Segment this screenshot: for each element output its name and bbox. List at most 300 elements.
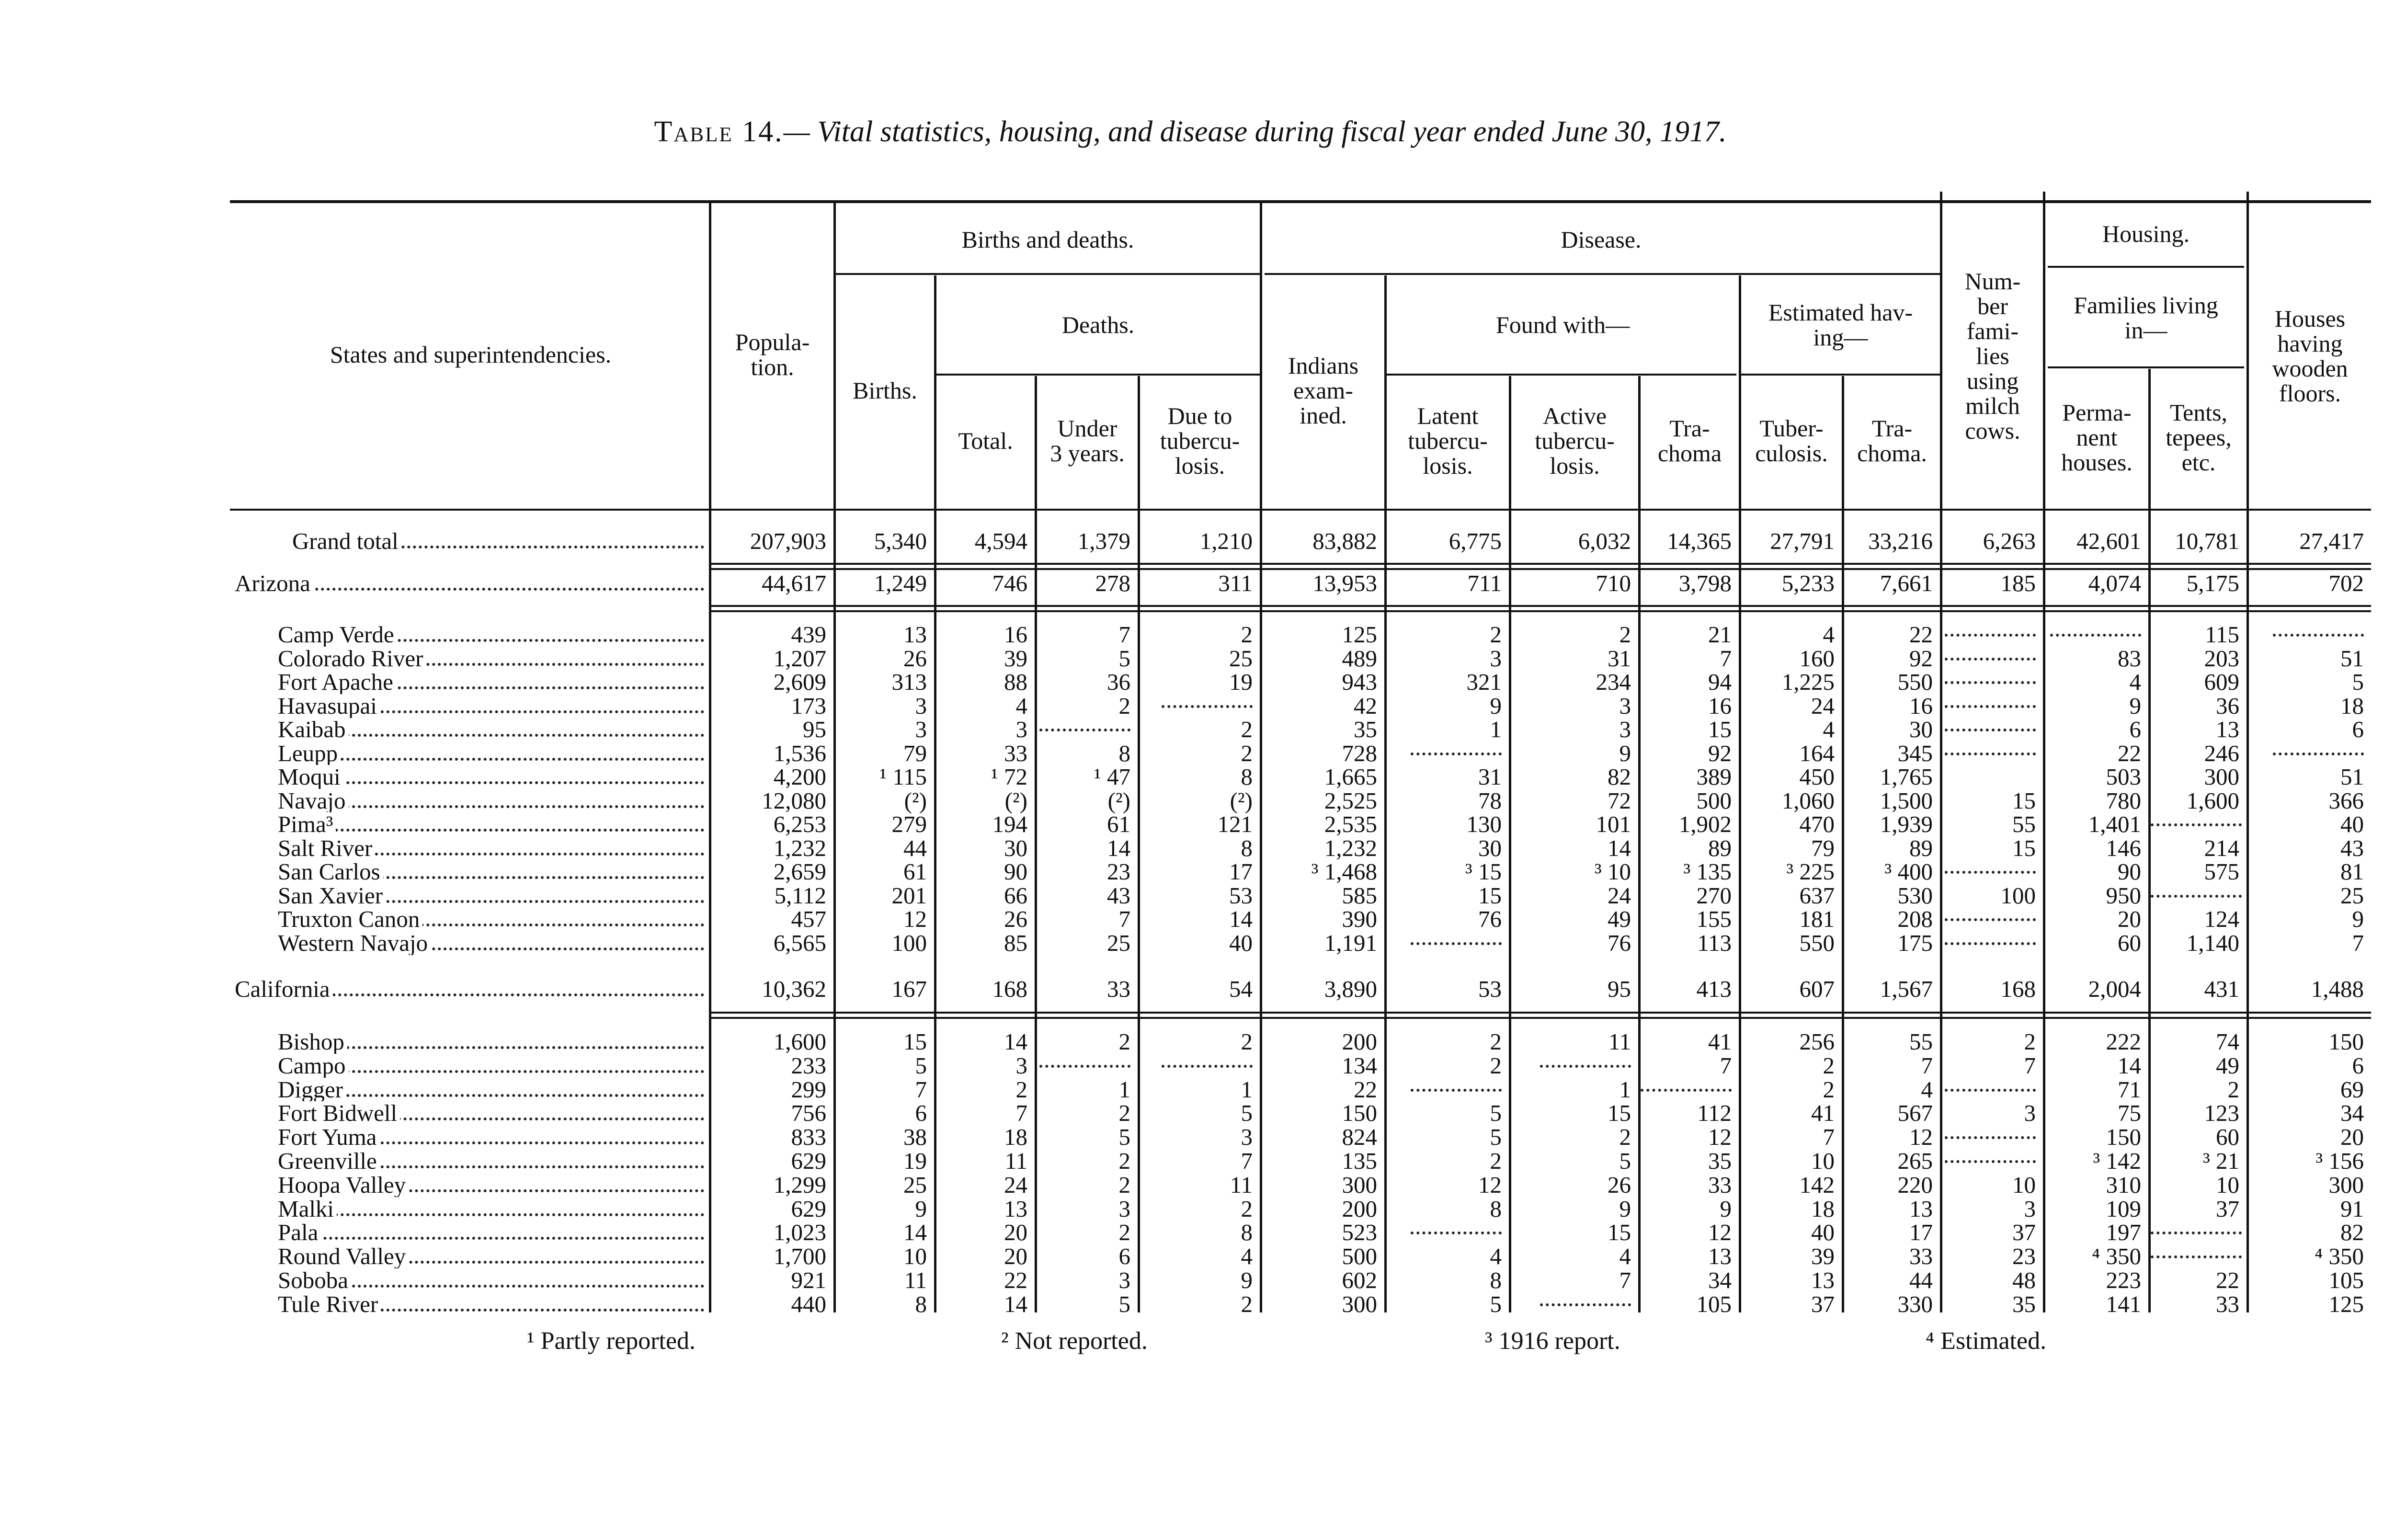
header-est-tb: Tuber- culosis. [1755,415,1828,467]
table-cell: 20 [1004,1219,1027,1246]
table-cell: 489 [1342,645,1377,672]
arizona-double-rule-b [709,610,2371,612]
table-cell: 390 [1342,906,1377,932]
table-cell: 94 [1708,669,1732,695]
table-cell: 13 [1708,1243,1732,1270]
table-cell: 1,191 [1324,929,1377,956]
table-cell: 299 [791,1076,826,1103]
footnote-4: ⁴ Estimated. [1926,1327,2047,1355]
blank-entry [1945,753,2036,755]
row-label [235,1292,704,1316]
footnote-1: ¹ Partly reported. [527,1327,696,1355]
table-cell: 7 [1720,645,1732,672]
table-cell: 9 [1619,740,1631,766]
table-cell: 19 [1229,669,1253,695]
table-cell: 728 [1342,740,1377,766]
table-cell [2151,812,2239,836]
table-cell: 2 [1241,740,1253,766]
table-cell: 17 [1229,858,1253,885]
table-cell: 2,609 [773,669,826,695]
table-cell: 61 [903,858,927,885]
row-name: Fort Yuma [278,1125,379,1149]
table-cell: 11 [904,1267,927,1293]
table-cell: ³ 1,468 [1311,858,1377,885]
table-cell: 5 [915,1052,927,1079]
table-cell: 1,207 [773,645,826,672]
table-cell: 150 [2106,1124,2141,1151]
table-cell: 2 [1490,1148,1502,1174]
table-cell: 24 [1004,1171,1027,1198]
table-cell: 15 [1478,882,1502,909]
table-cell: 1,249 [874,570,927,596]
table-cell: 5 [1619,1148,1631,1174]
table-cell: 2 [1619,1124,1631,1151]
header-found-with: Found with— [1495,311,1630,338]
table-cell: 27,791 [1770,528,1835,554]
header-milch-cows: Num- ber fami- lies using milch cows. [1964,267,2021,444]
table-cell: 1,299 [773,1171,826,1198]
table-cell: 130 [1466,811,1502,837]
blank-entry [1540,1065,1631,1068]
table-cell: 1,765 [1880,764,1933,790]
table-cell: 3 [915,692,927,719]
table-cell: 200 [1342,1028,1377,1055]
table-cell: 8 [1241,1219,1253,1246]
header-estimated: Estimated hav- ing— [1768,298,1913,351]
table-cell: 134 [1342,1052,1377,1079]
table-cell: 943 [1342,669,1377,695]
table-cell: 500 [1696,787,1732,814]
table-cell: 523 [1342,1219,1377,1246]
blank-entry [2151,823,2242,826]
table-number: Table 14. [654,115,784,148]
header-examined: Indians exam- ined. [1288,352,1359,429]
table-cell: 125 [2328,1290,2364,1317]
table-cell: 15 [2012,787,2036,814]
table-cell: 7,661 [1880,570,1933,596]
table-cell: 83,882 [1312,528,1377,554]
table-cell: 7 [1720,1052,1732,1079]
table-cell: 7 [1241,1148,1253,1174]
table-cell: 92 [1909,645,1933,672]
table-cell: 38 [903,1124,927,1151]
table-cell [1942,694,2036,718]
table-cell: 69 [2340,1076,2364,1103]
table-cell: 95 [1608,976,1631,1002]
table-cell: 34 [1708,1267,1732,1293]
table-cell: 35 [1354,716,1377,742]
table-cell: 310 [2106,1171,2141,1198]
table-cell: 2 [1241,1028,1253,1055]
table-cell: 607 [1799,976,1835,1002]
table-cell: 66 [1004,882,1027,909]
table-cell: 4 [1823,716,1835,742]
table-cell: 1,232 [773,834,826,861]
table-cell: 629 [791,1148,826,1174]
california-double-rule-a [709,1012,2371,1014]
table-cell [1511,1292,1631,1316]
row-name: Hoopa Valley [278,1173,409,1197]
table-cell: 53 [1229,882,1253,909]
table-cell: 5 [1118,1290,1130,1317]
row-name: Truxton Canon [278,907,422,931]
table-cell: 42 [1354,692,1377,719]
table-cell: 13 [2216,716,2239,742]
row-label [235,1173,704,1197]
table-cell: 16 [1004,621,1027,648]
table-cell: 51 [2340,645,2364,672]
header-deaths-under3: Under 3 years. [1050,415,1125,467]
table-cell: 26 [903,645,927,672]
table-cell [1942,670,2036,694]
table-cell: 5,112 [774,882,826,909]
table-cell: 160 [1799,645,1835,672]
table-cell: 300 [2328,1171,2364,1198]
table-cell [2151,1244,2239,1268]
table-cell: 3 [1118,1267,1130,1293]
table-cell: 3 [1015,716,1027,742]
table-cell: 55 [1909,1028,1933,1055]
table-cell: 25 [1229,645,1253,672]
table-cell: 43 [1107,882,1130,909]
table-cell: 25 [903,1171,927,1198]
table-cell: 72 [1608,787,1631,814]
table-cell: ³ 21 [2203,1148,2239,1174]
deaths-underline [936,374,1260,376]
table-cell: 300 [1342,1171,1377,1198]
table-cell: 2 [1490,1052,1502,1079]
footnote-2: ² Not reported. [1001,1327,1148,1355]
table-cell: 6 [2352,716,2364,742]
table-cell: 3 [1490,645,1502,672]
table-cell: 10 [1811,1148,1835,1174]
table-cell: 10 [2216,1171,2239,1198]
blank-entry [2273,634,2364,637]
row-name: Salt River [278,836,375,860]
table-cell: 4,200 [773,764,826,790]
families-underline [2048,366,2244,368]
table-cell: 10 [903,1243,927,1270]
table-cell: ³ 10 [1595,858,1631,885]
table-cell: 12 [903,906,927,932]
table-cell: 181 [1799,906,1835,932]
table-cell: 15 [2012,834,2036,861]
table-cell: 44 [1909,1267,1933,1293]
table-cell: 14,365 [1667,528,1732,554]
table-cell: 711 [1467,570,1502,596]
table-cell: 313 [891,669,927,695]
row-label [235,670,704,694]
table-cell [1387,741,1502,765]
table-cell: 3,798 [1678,570,1732,596]
row-name: Kaibab [278,718,349,741]
row-label [235,1268,704,1292]
table-cell: 14 [1004,1290,1027,1317]
table-cell: ³ 15 [1465,858,1502,885]
table-cell: 105 [2328,1267,2364,1293]
table-cell: (²) [904,787,927,814]
table-cell: 2 [2024,1028,2036,1055]
table-cell: 278 [1095,570,1130,596]
table-cell: 20 [2340,1124,2364,1151]
table-cell: 457 [791,906,826,932]
table-cell: 8 [1490,1195,1502,1222]
arizona-double-rule-a [709,605,2371,607]
table-cell: 18 [1811,1195,1835,1222]
table-cell: 39 [1004,645,1027,672]
table-cell: 11 [1608,1028,1631,1055]
table-cell: 12,080 [762,787,826,814]
table-cell: 575 [2204,858,2239,885]
table-cell: 10,362 [762,976,826,1002]
row-label [235,1030,704,1054]
row-name: Grand total [292,529,401,553]
table-cell: 4,594 [974,528,1027,554]
table-cell: 9 [2352,906,2364,932]
table-cell: 637 [1799,882,1835,909]
table-cell: 61 [1107,811,1130,837]
row-label [235,718,704,741]
table-cell: 6 [2129,716,2141,742]
total-double-rule-a [709,563,2371,565]
table-cell: 5,175 [2186,570,2239,596]
table-cell: ³ 142 [2093,1148,2141,1174]
blank-entry [1945,1089,2036,1092]
table-cell [2151,884,2239,908]
header-housing: Housing. [2102,220,2190,247]
table-cell: 155 [1696,906,1732,932]
table-cell: 389 [1696,764,1732,790]
table-cell: 42,601 [2076,528,2141,554]
table-cell: 12 [1708,1219,1732,1246]
table-cell: ¹ 72 [991,764,1027,790]
table-cell: 168 [2000,976,2036,1002]
table-cell: 6,565 [773,929,826,956]
row-name: Navajo [278,789,349,813]
table-cell: 92 [1708,740,1732,766]
table-cell: 5 [1490,1124,1502,1151]
row-label [235,1197,704,1221]
table-cell: 950 [2106,882,2141,909]
table-cell: 321 [1466,669,1502,695]
table-cell: 33 [1107,976,1130,1002]
row-name: Fort Bidwell [278,1101,400,1125]
table-cell: 746 [992,570,1027,596]
table-cell: 1,060 [1781,787,1835,814]
table-cell: 33 [1708,1171,1732,1198]
table-cell: 21 [1708,621,1732,648]
table-cell: 265 [1897,1148,1933,1174]
table-cell: 2 [1619,621,1631,648]
table-cell: 43 [2340,834,2364,861]
table-cell: 105 [1696,1290,1732,1317]
table-cell: 100 [2000,882,2036,909]
table-cell: 36 [1107,669,1130,695]
table-cell: 85 [1004,929,1027,956]
table-cell: 125 [1342,621,1377,648]
table-cell: 5,233 [1781,570,1835,596]
table-cell: 34 [2340,1100,2364,1127]
table-cell: 40 [1229,929,1253,956]
table-cell [2045,623,2141,647]
table-cell: 503 [2106,764,2141,790]
table-cell: 8 [915,1290,927,1317]
table-cell: 26 [1608,1171,1631,1198]
table-cell: 220 [1897,1171,1933,1198]
table-cell: 150 [1342,1100,1377,1127]
table-cell [1942,907,2036,931]
table-cell: 2 [1823,1052,1835,1079]
table-cell: 7 [1921,1052,1933,1079]
table-cell: 4 [1823,621,1835,648]
footnote-3: ³ 1916 report. [1485,1327,1620,1355]
table-cell: 256 [1799,1028,1835,1055]
table-cell: 22 [1354,1076,1377,1103]
estimated-underline [1741,374,1940,376]
dot-leader [278,829,704,832]
table-cell: 16 [1909,692,1933,719]
row-name: Fort Apache [278,670,396,694]
table-cell: 1,232 [1324,834,1377,861]
table-cell: ¹ 115 [879,764,927,790]
table-cell: 2 [1118,1028,1130,1055]
table-cell: (²) [1230,787,1253,814]
table-cell: 53 [1478,976,1502,1002]
table-cell: 1 [1118,1076,1130,1103]
blank-entry [1411,942,1502,945]
row-name: Bishop [278,1030,347,1054]
header-births-deaths: Births and deaths. [961,226,1134,253]
table-cell: 27,417 [2299,528,2364,554]
table-cell: 2 [1241,1195,1253,1222]
table-cell: 756 [791,1100,826,1127]
table-cell: 5 [2352,669,2364,695]
row-label [235,529,704,553]
table-cell: 37 [1811,1290,1835,1317]
table-cell: 2,535 [1324,811,1377,837]
table-cell: 5 [1118,1124,1130,1151]
blank-entry [1945,942,2036,945]
table-cell: 6,263 [1983,528,2036,554]
table-cell: 25 [2340,882,2364,909]
table-cell: 44,617 [762,570,826,596]
table-cell: 203 [2204,645,2239,672]
table-cell: 22 [1909,621,1933,648]
table-cell: 234 [1596,669,1631,695]
table-title [0,115,2381,149]
table-cell: 1,379 [1077,528,1130,554]
table-cell: 15 [1608,1219,1631,1246]
table-cell [1942,1125,2036,1149]
table-cell: 2,659 [773,858,826,885]
table-cell: 10 [2012,1171,2036,1198]
row-label [235,860,704,884]
table-cell: 7 [1118,906,1130,932]
table-cell: 6,775 [1448,528,1502,554]
table-cell: 31 [1608,645,1631,672]
table-cell: 74 [2216,1028,2239,1055]
housing-underline [2048,266,2244,268]
table-cell: 270 [1696,882,1732,909]
table-cell: 2 [1118,1100,1130,1127]
table-cell: 2,004 [2088,976,2141,1002]
row-name: Pala [278,1221,321,1244]
table-cell [1942,647,2036,671]
table-cell: 366 [2328,787,2364,814]
header-families-living: Families living in— [2074,291,2218,343]
table-cell: 30 [1909,716,1933,742]
table-cell: 6,253 [773,811,826,837]
table-cell: 40 [2340,811,2364,837]
table-cell: 1,567 [1880,976,1933,1002]
table-cell: 4 [1241,1243,1253,1270]
row-label [235,623,704,647]
table-cell: 44 [903,834,927,861]
table-cell: 1,700 [773,1243,826,1270]
row-name: Moqui [278,765,343,789]
table-cell: 36 [2216,692,2239,719]
table-cell: 13 [1811,1267,1835,1293]
table-cell: 2 [1118,1148,1130,1174]
table-cell: 7 [1015,1100,1027,1127]
table-cell: 279 [891,811,927,837]
table-cell: 207,903 [750,528,826,554]
blank-entry [1411,753,1502,755]
table-cell: 208 [1897,906,1933,932]
table-cell: 81 [2340,858,2364,885]
table-cell: 76 [1608,929,1631,956]
row-label [235,1221,704,1244]
table-cell: 14 [2118,1052,2141,1079]
table-cell: 5 [1490,1100,1502,1127]
row-name: Tule River [278,1292,381,1316]
blank-entry [2050,634,2141,637]
row-name: Digger [278,1078,346,1102]
table-cell: 78 [1478,787,1502,814]
header-active-tb: Active tubercu- losis. [1535,402,1615,479]
table-cell: 15 [1608,1100,1631,1127]
header-deaths-tb: Due to tubercu- losis. [1160,402,1240,479]
blank-entry [1945,871,2036,874]
table-cell: 5 [1490,1290,1502,1317]
table-cell: 439 [791,621,826,648]
blank-entry [1945,634,2036,637]
table-cell: 1,665 [1324,764,1377,790]
row-name: San Xavier [278,884,386,908]
row-label [235,907,704,931]
table-cell: 9 [1241,1267,1253,1293]
table-cell: 185 [2000,570,2036,596]
table-cell: 7 [1823,1124,1835,1151]
table-cell: 4 [1490,1243,1502,1270]
table-cell: 2,525 [1324,787,1377,814]
table-cell: 41 [1811,1100,1835,1127]
table-cell [1037,1054,1130,1078]
table-cell: 49 [1608,906,1631,932]
row-label [235,977,704,1001]
row-label [235,1125,704,1149]
table-cell: 173 [791,692,826,719]
row-label [235,931,704,955]
row-name: Colorado River [278,647,426,671]
table-cell: 12 [1909,1124,1933,1151]
table-cell: 40 [1811,1219,1835,1246]
table-cell: 23 [1107,858,1130,885]
table-cell: 89 [1909,834,1933,861]
table-cell: 14 [1107,834,1130,861]
table-cell: 22 [1004,1267,1027,1293]
table-cell: 60 [2118,929,2141,956]
